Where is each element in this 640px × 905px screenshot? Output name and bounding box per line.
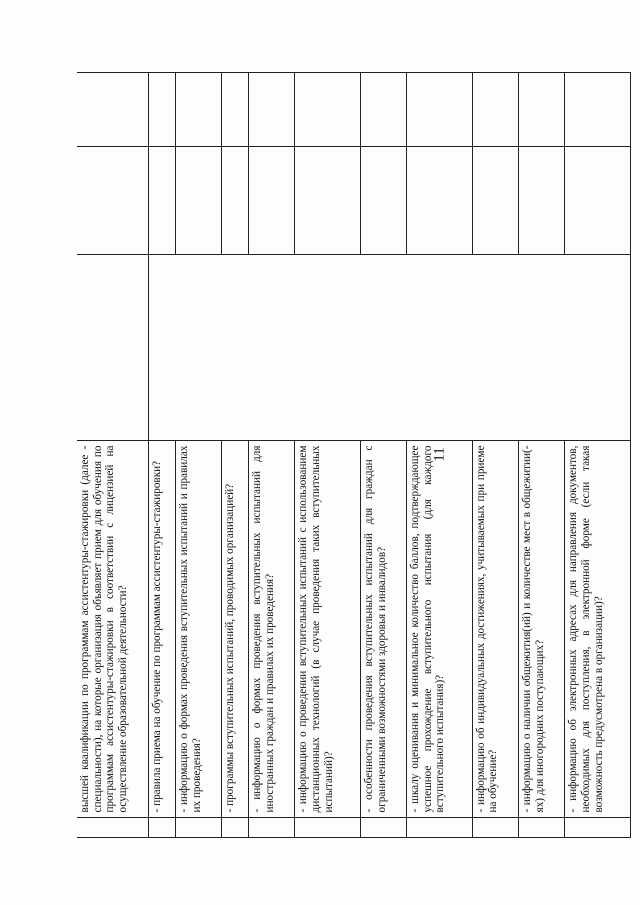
- table-body: [77, 73, 631, 838]
- answer-cell: [519, 255, 565, 440]
- question-cell: - информацию об электронных адресах для направления документов, необходимых для поступления, в электронной форме (если такая возможность предусмотрена в организации)?: [565, 440, 631, 818]
- answer-cell: [361, 818, 407, 838]
- answer-cell: [407, 255, 473, 440]
- answer-cell: [519, 818, 565, 838]
- table-row: [149, 73, 176, 838]
- table-row: [77, 73, 149, 838]
- answer-cell: [175, 255, 221, 440]
- question-cell: - информацию об индивидуальных достижениях, учитываемых при приеме на обучение?: [472, 440, 518, 818]
- question-cell: - информацию о формах проведения вступительных испытаний и правилах их проведения?: [175, 440, 221, 818]
- answer-cell: [519, 73, 565, 147]
- question-cell: высшей квалификации по программам ассистентуры-стажировки (далее - специальности), на которые организация объявляет прием для обучения по программам ассистентуры-стажировки в соответствии с лицензией на осуществление образовательной деятельности?: [77, 440, 149, 818]
- table-row: [472, 73, 518, 838]
- answer-cell: [149, 147, 176, 255]
- questionnaire-table: [77, 72, 631, 838]
- table-row: [295, 73, 361, 838]
- table-row: [222, 73, 249, 838]
- answer-cell: [565, 147, 631, 255]
- answer-cell: [295, 818, 361, 838]
- question-cell: - информацию о наличии общежития(ий) и количестве мест в общежитии(-ях) для иногородних поступающих?: [519, 440, 565, 818]
- answer-cell: [407, 818, 473, 838]
- answer-cell: [519, 147, 565, 255]
- answer-cell: [222, 255, 249, 440]
- answer-cell: [249, 147, 295, 255]
- answer-cell: [565, 818, 631, 838]
- answer-cell: [407, 147, 473, 255]
- answer-cell: [472, 147, 518, 255]
- answer-cell: [472, 255, 518, 440]
- answer-cell: [222, 147, 249, 255]
- answer-cell: [295, 147, 361, 255]
- table-row: [407, 73, 473, 838]
- answer-cell: [77, 73, 149, 147]
- answer-cell: [565, 73, 631, 147]
- rotated-table-area: [77, 72, 631, 838]
- answer-cell: [407, 73, 473, 147]
- table-row: [565, 73, 631, 838]
- answer-cell: [361, 73, 407, 147]
- page-number: 11: [431, 447, 448, 462]
- answer-cell: [77, 147, 149, 255]
- answer-cell: [472, 818, 518, 838]
- answer-cell: [295, 255, 361, 440]
- answer-cell: [249, 73, 295, 147]
- answer-cell: [249, 818, 295, 838]
- answer-cell: [149, 818, 176, 838]
- answer-cell: [77, 255, 149, 440]
- table-row: [361, 73, 407, 838]
- answer-cell: [175, 73, 221, 147]
- answer-cell: [295, 73, 361, 147]
- answer-cell: [472, 73, 518, 147]
- question-cell: - особенности проведения вступительных испытаний для граждан с ограниченными возможностями здоровья и инвалидов?: [361, 440, 407, 818]
- answer-cell: [249, 255, 295, 440]
- answer-cell: [149, 73, 176, 147]
- table-row: [519, 73, 565, 838]
- question-cell: - программы вступительных испытаний, проводимых организацией?: [222, 440, 249, 818]
- answer-cell: [149, 255, 176, 440]
- answer-cell: [175, 147, 221, 255]
- question-cell: - информацию о формах проведения вступительных испытаний для иностранных граждан и правилах их проведения?: [249, 440, 295, 818]
- question-cell: - информацию о проведении вступительных испытаний с использованием дистанционных технологий (в случае проведения таких вступительных испытаний)?: [295, 440, 361, 818]
- answer-cell: [77, 818, 149, 838]
- answer-cell: [361, 255, 407, 440]
- question-cell: - правила приема на обучение по программам ассистентуры-стажировки?: [149, 440, 176, 818]
- question-cell: - шкалу оценивания и минимальное количество баллов, подтверждающее успешное прохождение вступительного испытания (для каждого вступительного испытания)?: [407, 440, 473, 818]
- table-row: [249, 73, 295, 838]
- answer-cell: [222, 818, 249, 838]
- answer-cell: [222, 73, 249, 147]
- answer-cell: [175, 818, 221, 838]
- answer-cell: [361, 147, 407, 255]
- table-row: [175, 73, 221, 838]
- answer-cell: [565, 255, 631, 440]
